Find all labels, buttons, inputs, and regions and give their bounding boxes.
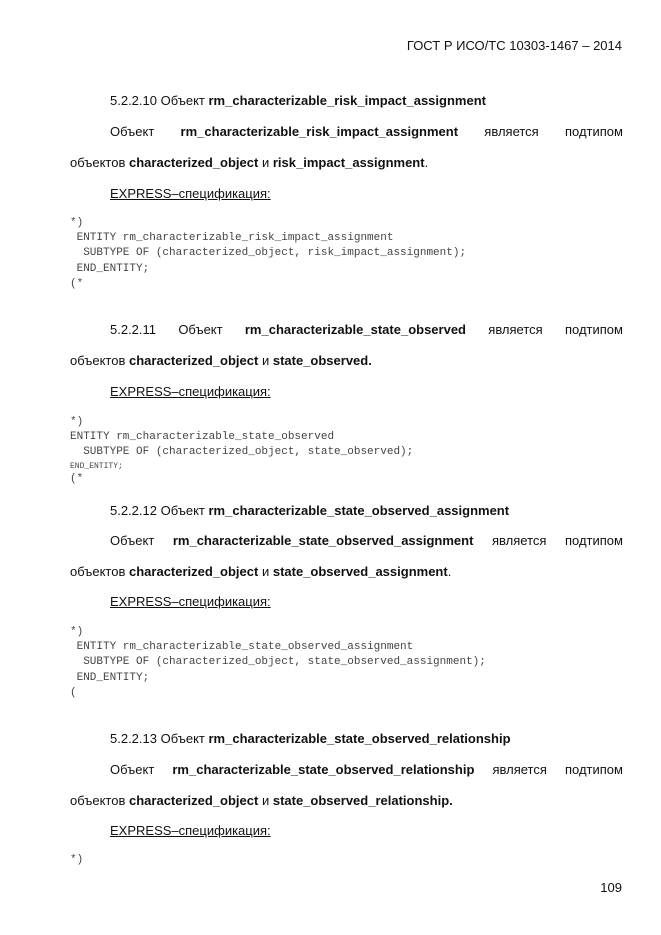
entity-name: rm_characterizable_risk_impact_assignment	[180, 124, 459, 139]
word: Объект	[178, 322, 223, 337]
entity-ref: characterized_object	[129, 353, 259, 368]
word: подтипом	[564, 322, 623, 337]
paragraph-line	[70, 793, 453, 809]
heading-prefix: 5.2.2.13 Объект	[110, 731, 209, 746]
paragraph-line	[70, 353, 372, 369]
paragraph-line	[70, 564, 451, 580]
code-line: *)	[70, 854, 84, 866]
entity-name: rm_characterizable_state_observed	[244, 322, 466, 337]
entity-name: rm_characterizable_state_observed_assignment	[172, 533, 474, 548]
section-heading	[110, 322, 623, 338]
express-label: EXPRESS–спецификация:	[110, 186, 271, 201]
code-line: ENTITY rm_characterizable_risk_impact_assignment	[70, 232, 394, 244]
word: подтипом	[564, 533, 623, 548]
heading-number: 5.2.2.11	[110, 322, 157, 337]
code-line: *)	[70, 416, 84, 428]
express-label: EXPRESS–спецификация:	[110, 594, 271, 609]
entity-ref: risk_impact_assignment	[272, 155, 425, 170]
entity-ref: characterized_object	[129, 155, 259, 170]
paragraph-line	[70, 155, 428, 171]
entity-name: rm_characterizable_state_observed_relationship	[208, 731, 511, 746]
entity-ref: state_observed_assignment	[272, 564, 448, 579]
word: Объект	[110, 762, 155, 777]
paragraph-line	[110, 533, 623, 549]
heading-prefix: 5.2.2.12 Объект	[110, 503, 209, 518]
heading-prefix: 5.2.2.10 Объект	[110, 93, 209, 108]
code-line: SUBTYPE OF (characterized_object, state_observed);	[70, 446, 414, 458]
text: и	[258, 155, 273, 170]
word: является	[492, 533, 547, 548]
code-line: SUBTYPE OF (characterized_object, state_observed_assignment);	[70, 656, 486, 668]
express-label: EXPRESS–спецификация:	[110, 384, 271, 399]
paragraph-line	[110, 124, 623, 140]
text: объектов	[70, 564, 129, 579]
code-line: END_ENTITY;	[70, 462, 123, 471]
code-line: ENTITY rm_characterizable_state_observed	[70, 431, 335, 443]
section-heading	[110, 93, 486, 109]
document-id: ГОСТ Р ИСО/ТС 10303-1467 – 2014	[406, 38, 622, 53]
text: и	[258, 353, 273, 368]
entity-ref: characterized_object	[129, 793, 259, 808]
code-line: ENTITY rm_characterizable_state_observed_assignment	[70, 641, 414, 653]
word: подтипом	[564, 762, 623, 777]
word: является	[484, 124, 539, 139]
word: является	[488, 322, 543, 337]
entity-ref: state_observed.	[272, 353, 372, 368]
word: Объект	[110, 533, 155, 548]
page-number: 109	[600, 880, 622, 895]
code-line: END_ENTITY;	[70, 263, 150, 275]
text: .	[424, 155, 429, 170]
entity-ref: state_observed_relationship.	[272, 793, 453, 808]
code-line: *)	[70, 626, 84, 638]
text: объектов	[70, 353, 129, 368]
section-heading	[110, 503, 509, 519]
entity-name: rm_characterizable_state_observed_relationship	[172, 762, 475, 777]
entity-ref: characterized_object	[129, 564, 259, 579]
text: объектов	[70, 793, 129, 808]
entity-name: rm_characterizable_risk_impact_assignment	[208, 93, 486, 108]
text: объектов	[70, 155, 129, 170]
code-line: SUBTYPE OF (characterized_object, risk_impact_assignment);	[70, 247, 467, 259]
code-line: (	[70, 687, 77, 699]
code-line: END_ENTITY;	[70, 672, 150, 684]
text: и	[258, 564, 273, 579]
entity-name: rm_characterizable_state_observed_assignment	[208, 503, 510, 518]
code-line: (*	[70, 473, 84, 485]
code-line: (*	[70, 278, 84, 290]
code-line: *)	[70, 217, 84, 229]
word: подтипом	[564, 124, 623, 139]
section-heading	[110, 731, 511, 747]
word: Объект	[110, 124, 155, 139]
text: и	[258, 793, 273, 808]
word: является	[492, 762, 547, 777]
paragraph-line	[110, 762, 623, 778]
express-label: EXPRESS–спецификация:	[110, 823, 271, 838]
text: .	[447, 564, 452, 579]
